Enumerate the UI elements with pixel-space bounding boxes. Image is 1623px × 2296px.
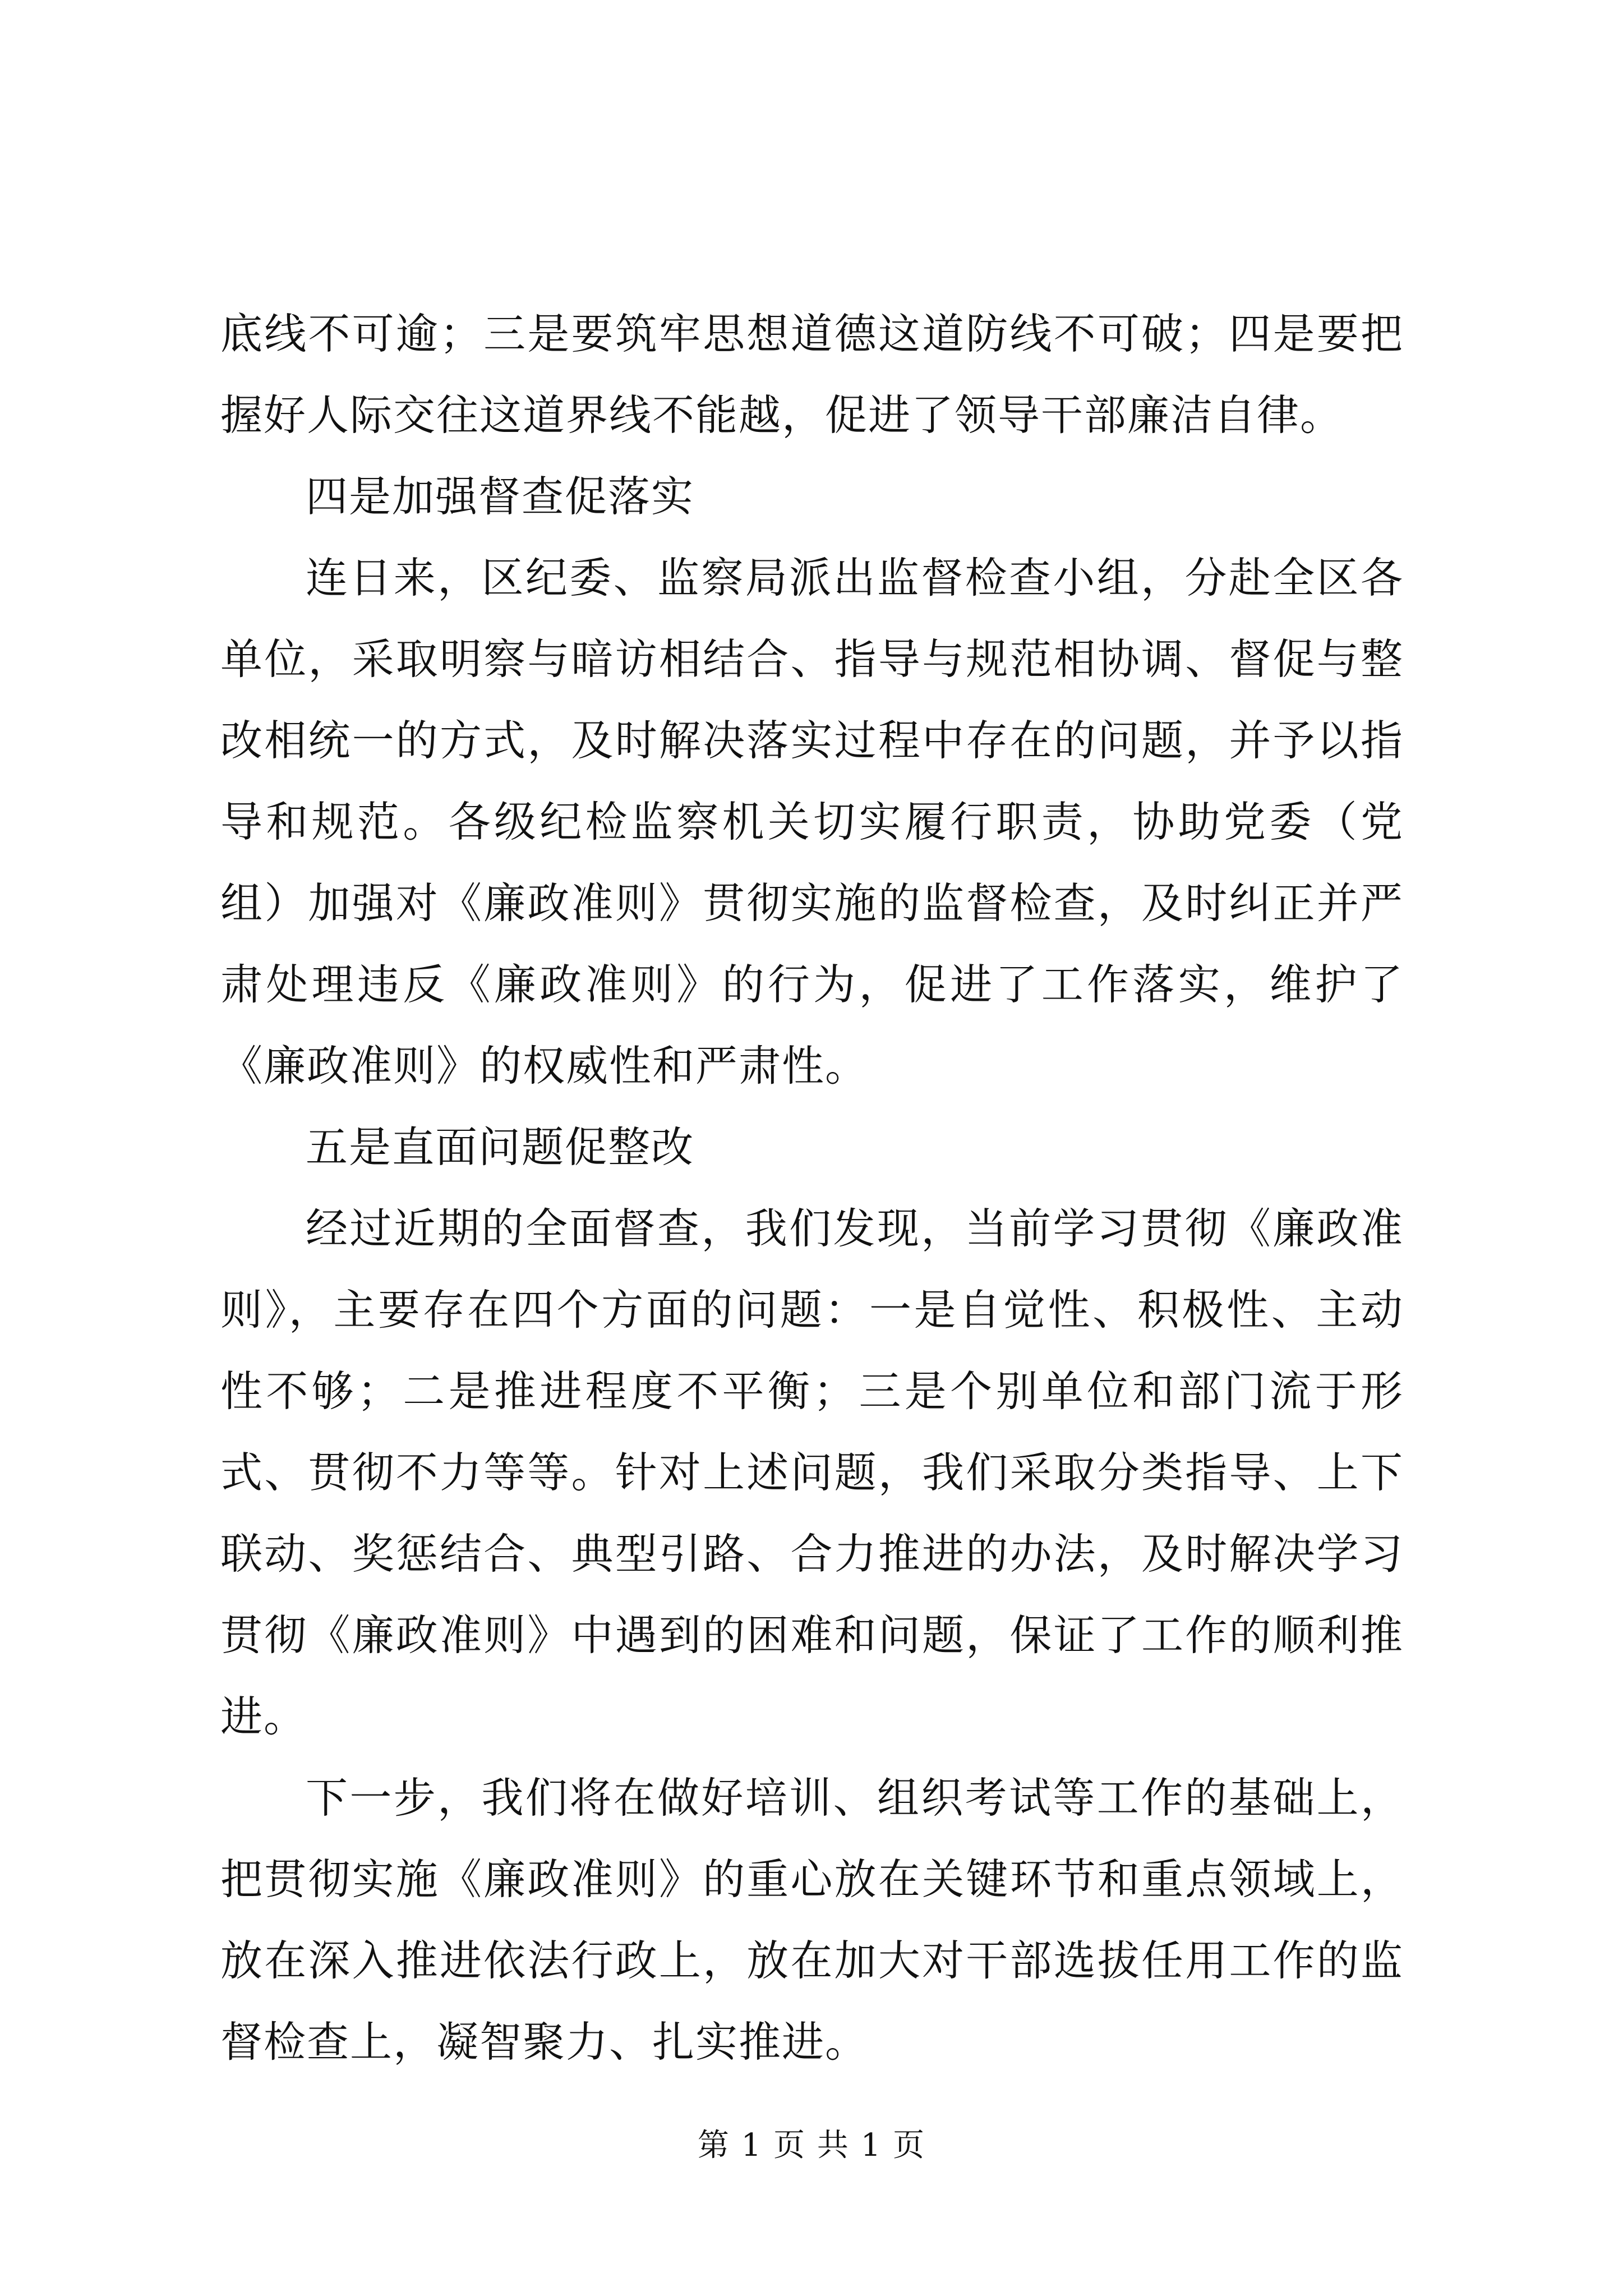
- document-body: [220, 293, 1404, 2083]
- paragraph-next-steps: 下一步，我们将在做好培训、组织考试等工作的基础上，把贯彻实施《廉政准则》的重心放在关键环节和重点领域上，放在深入推进依法行政上，放在加大对干部选拔任用工作的监督检查上，凝智聚力、扎实推进。: [220, 1773, 1404, 2067]
- section-heading-4: 四是加强督查促落实: [306, 472, 695, 521]
- paragraph-problems: 经过近期的全面督查，我们发现，当前学习贯彻《廉政准则》，主要存在四个方面的问题：一是自觉性、积极性、主动性不够；二是推进程度不平衡；三是个别单位和部门流于形式、贯彻不力等等。针对上述问题，我们采取分类指导、上下联动、奖惩结合、典型引路、合力推进的办法，及时解决学习贯彻《廉政准则》中遇到的困难和问题，保证了工作的顺利推进。: [220, 1204, 1404, 1741]
- section-heading-5: 五是直面问题促整改: [306, 1122, 695, 1172]
- paragraph-continuation: 底线不可逾；三是要筑牢思想道德这道防线不可破；四是要把握好人际交往这道界线不能越，促进了领导干部廉洁自律。: [220, 309, 1404, 440]
- page-footer: 第 1 页 共 1 页: [697, 2127, 926, 2164]
- paragraph-supervision: 连日来，区纪委、监察局派出监督检查小组，分赴全区各单位，采取明察与暗访相结合、指导与规范相协调、督促与整改相统一的方式，及时解决落实过程中存在的问题，并予以指导和规范。各级纪检监察机关切实履行职责，协助党委（党组）加强对《廉政准则》贯彻实施的监督检查，及时纠正并严肃处理违反《廉政准则》的行为，促进了工作落实，维护了《廉政准则》的权威性和严肃性。: [220, 553, 1404, 1091]
